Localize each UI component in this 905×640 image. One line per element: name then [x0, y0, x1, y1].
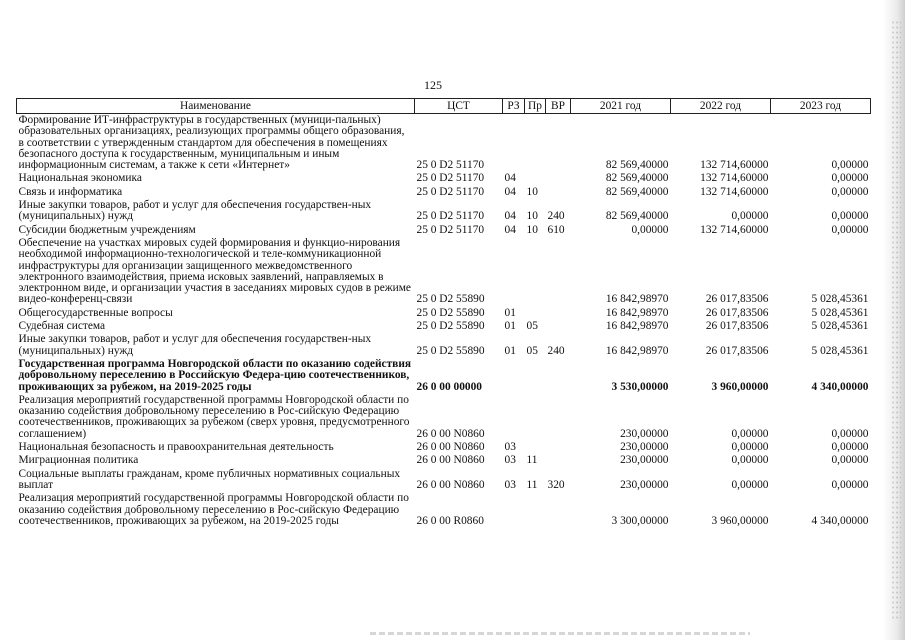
row-value-2021: 3 530,00000: [611, 380, 669, 393]
row-name: Социальные выплаты гражданам, кроме публичных нормативных социальных выплат: [18, 467, 401, 491]
row-value-2023: 0,00000: [831, 478, 869, 491]
row-name: Национальная безопасность и правоохранительная деятельность: [18, 441, 334, 454]
table-row: [17, 394, 871, 441]
table-row: [17, 237, 871, 307]
row-value-2021: 16 842,98970: [605, 293, 669, 306]
row-value-2021: 82 569,40000: [605, 172, 669, 185]
row-value-2023: 5 028,45361: [811, 293, 869, 306]
row-vr: [546, 237, 571, 307]
row-cst: 25 0 D2 51170: [416, 159, 485, 172]
row-value-2021: 82 569,40000: [605, 159, 669, 172]
row-rz: 01: [504, 320, 516, 333]
table-header-row: [17, 99, 871, 114]
row-cst: 26 0 00 N0860: [416, 454, 485, 467]
table-row: [17, 307, 871, 320]
row-value-2021: 230,00000: [620, 454, 669, 467]
header-2022: 2022 год: [671, 99, 771, 114]
row-vr: [546, 186, 571, 199]
row-rz: [503, 394, 525, 441]
table-row: [17, 333, 871, 358]
row-value-2023: 0,00000: [831, 223, 869, 236]
row-value-2023: 0,00000: [831, 210, 869, 223]
row-value-2022: 0,00000: [731, 441, 769, 454]
table-row: [17, 199, 871, 224]
header-cst: ЦСТ: [415, 99, 503, 114]
row-rz: [503, 114, 525, 173]
row-rz: 03: [504, 478, 516, 491]
row-name: Государственная программа Новгородской области по оказанию содействия добровольному переселению в Российскую Федера-цию соотечественников, проживающих за рубежом, на 2019-2025 годы: [18, 357, 412, 393]
row-vr: 320: [547, 478, 565, 491]
row-pr: [525, 441, 546, 454]
row-value-2023: 0,00000: [831, 185, 869, 198]
row-value-2023: 5 028,45361: [811, 320, 869, 333]
row-name: Реализация мероприятий государственной программы Новгородской области по оказанию содействия добровольному переселению в Рос-сийскую Федерацию соотечественников, проживающих за рубежом (сверх уровня, предусмотренного соглашением): [18, 393, 410, 440]
row-vr: [546, 454, 571, 467]
row-value-2022: 26 017,83506: [705, 344, 769, 357]
row-value-2023: 0,00000: [831, 159, 869, 172]
row-value-2021: 16 842,98970: [605, 306, 669, 319]
row-pr: [525, 172, 546, 185]
row-value-2023: 4 340,00000: [811, 380, 869, 393]
table-row: [17, 320, 871, 333]
row-value-2022: 26 017,83506: [705, 293, 769, 306]
budget-table: [16, 98, 871, 528]
table-row: [17, 358, 871, 394]
table-body: [17, 114, 871, 529]
row-pr: [525, 492, 546, 528]
row-name: Судебная система: [18, 320, 106, 333]
row-name: Субсидии бюджетным учреждениям: [18, 223, 196, 236]
row-name: Реализация мероприятий государственной программы Новгородской области по оказанию содействия добровольному переселению в Рос-сийскую Федерацию соотечественников, проживающих за рубежом, на 2019-2025 годы: [18, 492, 409, 527]
table-row: [17, 468, 871, 493]
row-vr: [546, 307, 571, 320]
row-value-2021: 0,00000: [631, 223, 669, 236]
row-rz: 04: [504, 210, 516, 223]
table-row: [17, 492, 871, 528]
row-value-2021: 3 300,00000: [611, 514, 669, 527]
row-value-2022: 0,00000: [731, 427, 769, 440]
row-value-2022: 3 960,00000: [711, 514, 769, 527]
row-name: Формирование ИТ-инфраструктуры в государственных (муници-пальных) образовательных организациях, реализующих программы общего образования, в соответствии с утвержденным стандартом для обеспечения в помещениях безопасного доступа к государственным, муниципальным и иным информационным системам, а также к сети «Интернет»: [18, 114, 405, 172]
row-pr: 11: [526, 454, 538, 467]
row-name: Миграционная политика: [18, 454, 139, 467]
row-cst: 26 0 00 N0860: [416, 441, 485, 454]
table-row: [17, 114, 871, 173]
row-cst: 25 0 D2 51170: [416, 223, 485, 236]
row-value-2021: 16 842,98970: [605, 320, 669, 333]
row-value-2021: 230,00000: [620, 441, 669, 454]
row-name: Общегосударственные вопросы: [18, 306, 173, 319]
row-pr: 10: [526, 210, 538, 223]
row-rz: 01: [504, 344, 516, 357]
row-cst: 25 0 D2 55890: [416, 306, 485, 319]
row-value-2021: 82 569,40000: [605, 185, 669, 198]
row-value-2022: 0,00000: [731, 454, 769, 467]
table-row: [17, 172, 871, 185]
row-pr: [525, 114, 546, 173]
row-pr: [525, 237, 546, 307]
table-row: [17, 186, 871, 199]
row-value-2023: 0,00000: [831, 454, 869, 467]
row-rz: 04: [504, 185, 516, 198]
row-value-2022: 132 714,60000: [700, 159, 769, 172]
row-value-2022: 132 714,60000: [700, 223, 769, 236]
row-name: Связь и информатика: [18, 185, 123, 198]
row-cst: 26 0 00 N0860: [416, 427, 485, 440]
row-value-2023: 0,00000: [831, 441, 869, 454]
row-rz: 03: [504, 454, 516, 467]
row-value-2021: 16 842,98970: [605, 344, 669, 357]
row-cst: 25 0 D2 51170: [416, 210, 485, 223]
row-pr: [525, 394, 546, 441]
row-vr: [546, 441, 571, 454]
scan-bottom-artifact: [370, 632, 750, 635]
row-cst: 25 0 D2 55890: [416, 320, 485, 333]
row-rz: 04: [504, 172, 516, 185]
row-value-2021: 230,00000: [620, 427, 669, 440]
header-2023: 2023 год: [771, 99, 871, 114]
row-value-2022: 26 017,83506: [705, 320, 769, 333]
header-2021: 2021 год: [571, 99, 671, 114]
row-value-2021: 230,00000: [620, 478, 669, 491]
row-value-2023: 0,00000: [831, 427, 869, 440]
row-vr: [546, 172, 571, 185]
row-pr: 11: [526, 478, 538, 491]
row-cst: 25 0 D2 51170: [416, 172, 485, 185]
row-value-2023: 0,00000: [831, 172, 869, 185]
table-row: [17, 454, 871, 467]
row-value-2022: 132 714,60000: [700, 172, 769, 185]
row-value-2022: 3 960,00000: [711, 380, 769, 393]
header-vr: ВР: [546, 99, 571, 114]
header-pr: Пр: [525, 99, 546, 114]
row-rz: 03: [504, 441, 516, 454]
header-name: Наименование: [17, 99, 415, 114]
header-rz: РЗ: [503, 99, 525, 114]
row-name: Иные закупки товаров, работ и услуг для обеспечения государствен-ных (муниципальных) нужд: [18, 199, 372, 223]
row-pr: [525, 358, 546, 394]
row-value-2022: 0,00000: [731, 478, 769, 491]
row-vr: 240: [547, 344, 565, 357]
row-rz: 04: [504, 223, 516, 236]
row-value-2023: 4 340,00000: [811, 514, 869, 527]
page-number: 125: [424, 78, 442, 92]
row-pr: 10: [526, 223, 538, 236]
row-vr: [546, 320, 571, 333]
row-pr: 05: [526, 320, 538, 333]
row-vr: 240: [547, 210, 565, 223]
row-value-2022: 132 714,60000: [700, 185, 769, 198]
row-cst: 25 0 D2 55890: [416, 293, 485, 306]
table-row: [17, 441, 871, 454]
row-pr: 10: [526, 185, 538, 198]
row-cst: 25 0 D2 51170: [416, 185, 485, 198]
row-vr: [546, 114, 571, 173]
row-value-2023: 5 028,45361: [811, 344, 869, 357]
row-name: Обеспечение на участках мировых судей формирования и функцио-нирования необходимой информационно-технологической и теле-коммуникационной инфраструктуры для организации защищенного межведомственного электронного взаимодействия, приема исковых заявлений, направляемых в электронном виде, и организации участия в заседаниях мировых судов в режиме видео-конференц-связи: [18, 236, 411, 306]
row-cst: 26 0 00 00000: [416, 380, 482, 393]
row-name: Иные закупки товаров, работ и услуг для обеспечения государствен-ных (муниципальных) нужд: [18, 333, 372, 357]
table-row: [17, 224, 871, 237]
scan-edge-noise: [891, 20, 901, 620]
row-value-2021: 82 569,40000: [605, 210, 669, 223]
row-rz: [503, 492, 525, 528]
row-pr: [525, 307, 546, 320]
row-value-2023: 5 028,45361: [811, 306, 869, 319]
row-vr: 610: [547, 223, 565, 236]
row-rz: [503, 237, 525, 307]
row-name: Национальная экономика: [18, 172, 142, 185]
row-value-2022: 0,00000: [731, 210, 769, 223]
row-vr: [546, 358, 571, 394]
row-pr: 05: [526, 344, 538, 357]
row-cst: 26 0 00 N0860: [416, 478, 485, 491]
row-vr: [546, 492, 571, 528]
row-cst: 25 0 D2 55890: [416, 344, 485, 357]
row-rz: [503, 358, 525, 394]
row-value-2022: 26 017,83506: [705, 306, 769, 319]
row-rz: 01: [504, 306, 516, 319]
row-vr: [546, 394, 571, 441]
row-cst: 26 0 00 R0860: [416, 514, 484, 527]
